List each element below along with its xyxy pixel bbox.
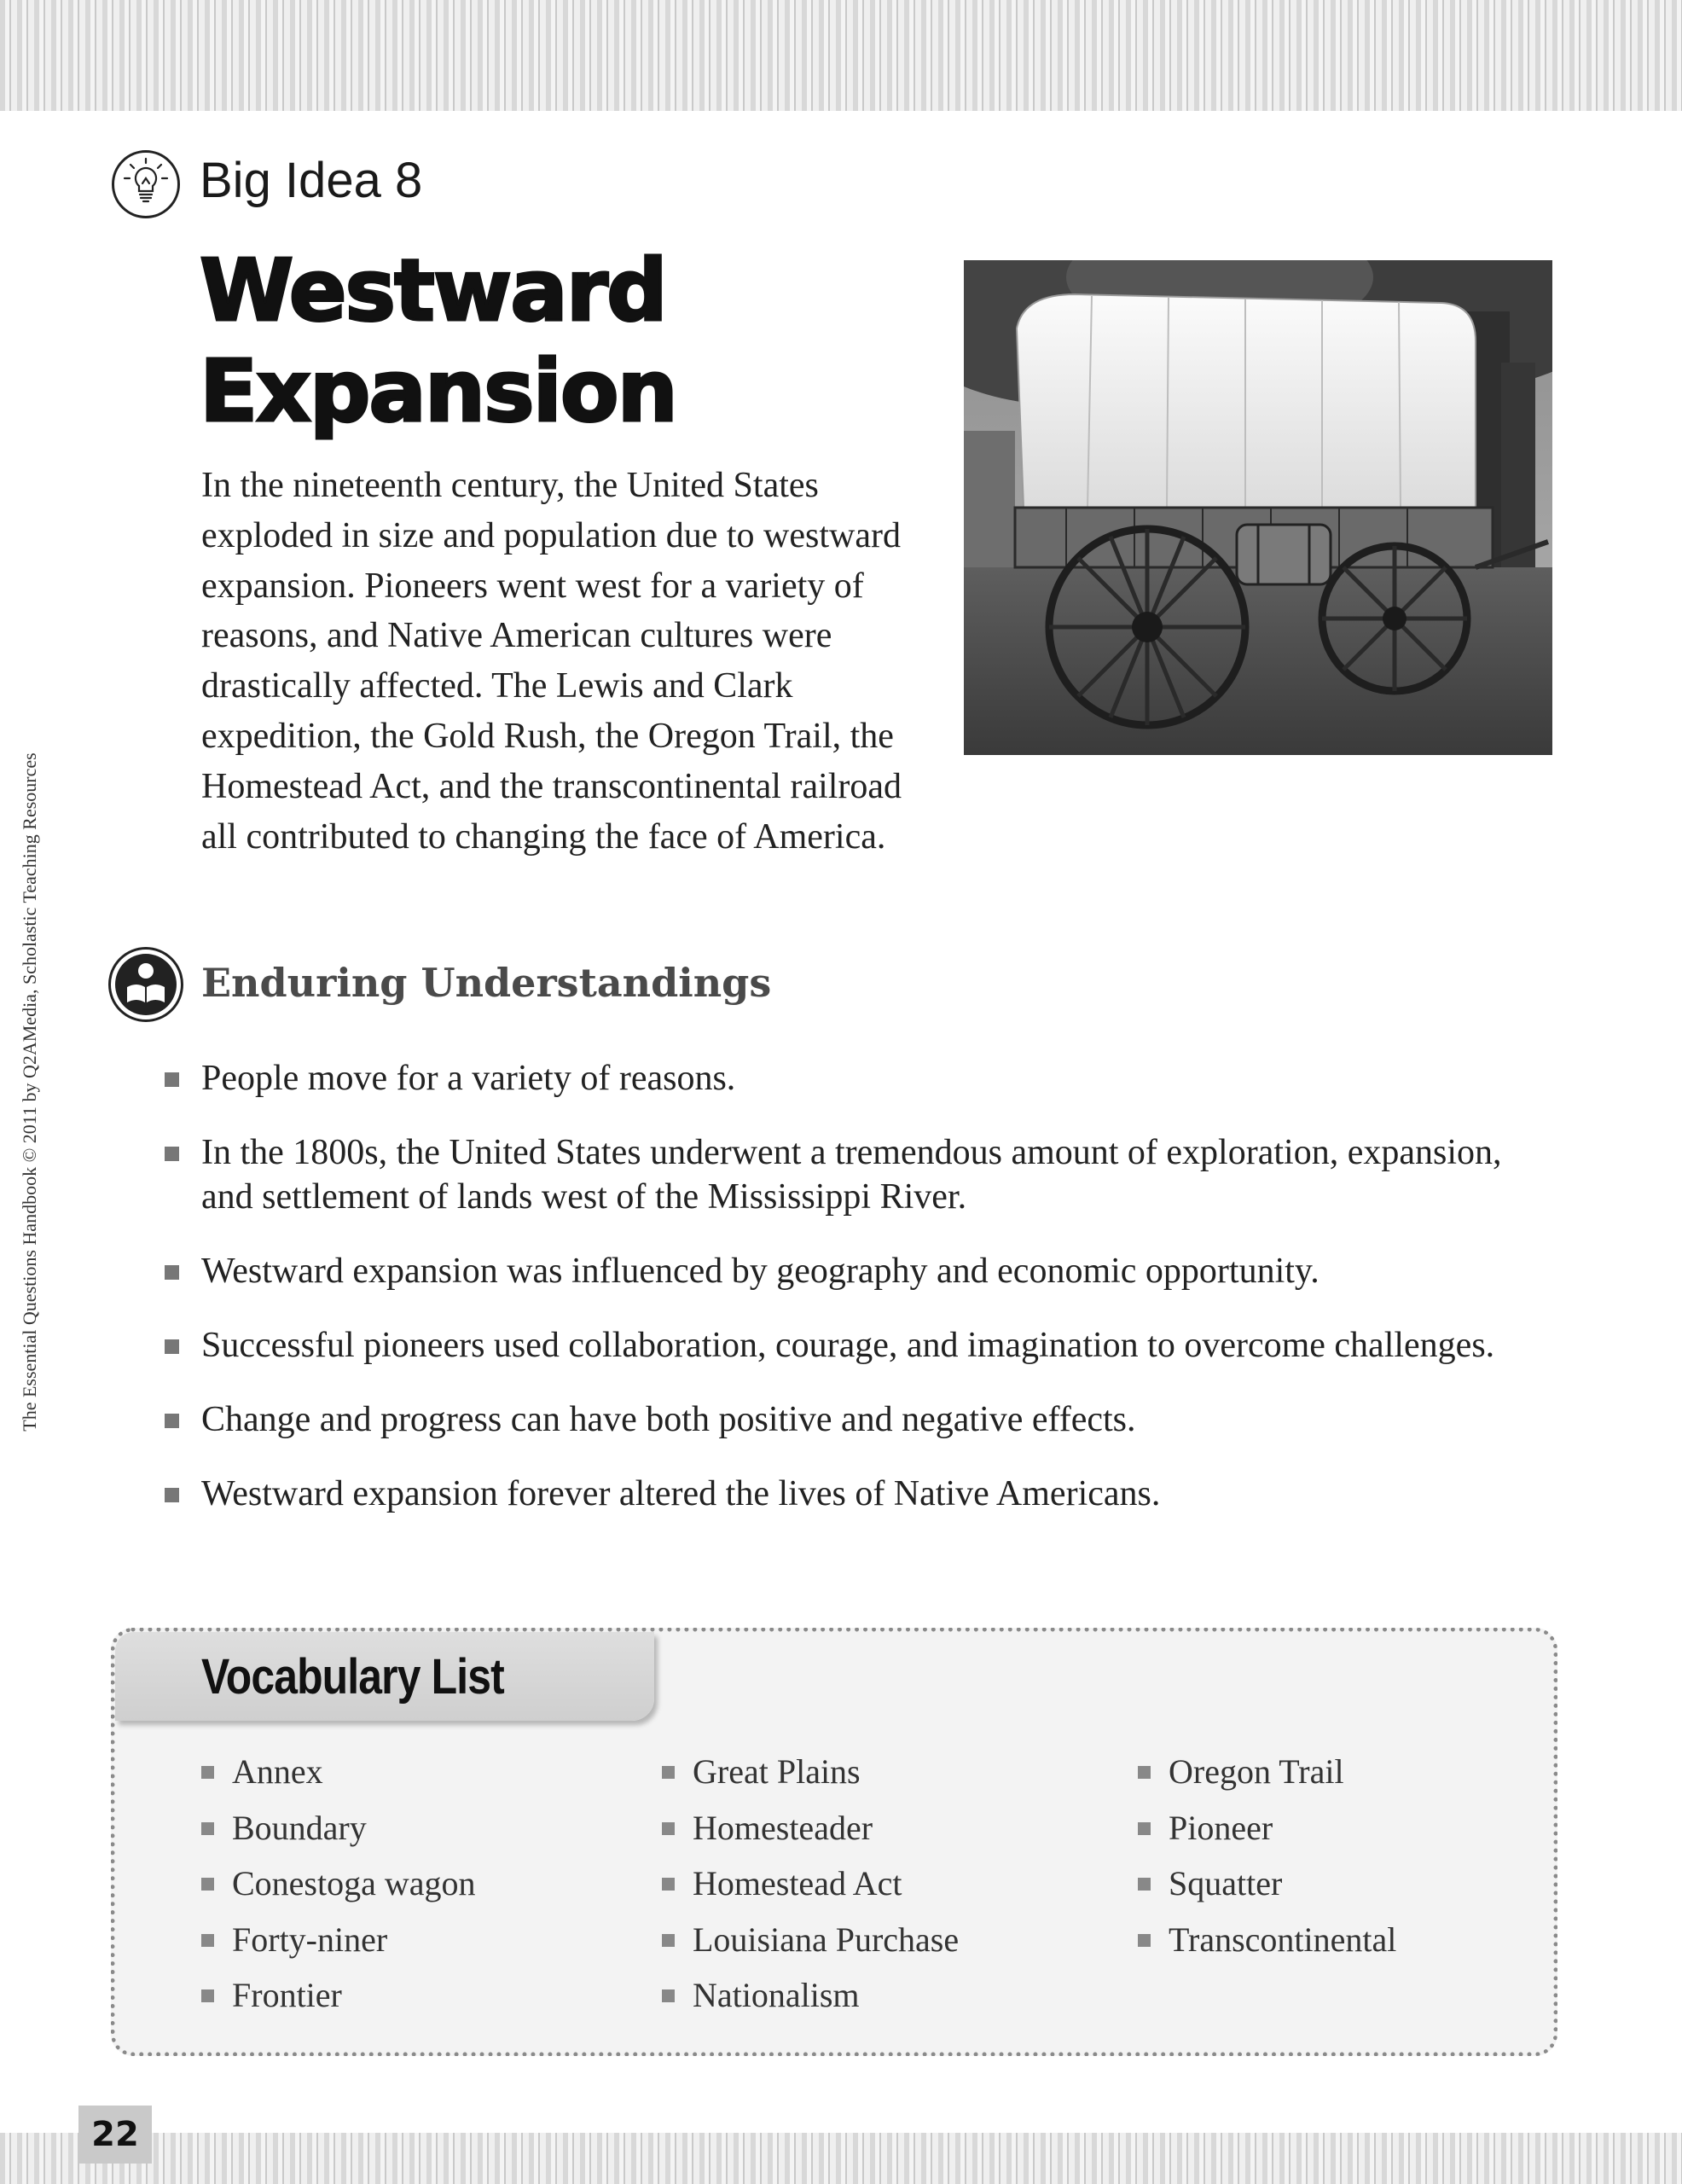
list-item: Change and progress can have both positive and negative effects. <box>162 1397 1544 1442</box>
list-item: Westward expansion was influenced by geography and economic opportunity. <box>162 1249 1544 1293</box>
vocabulary-term: Transcontinental <box>1138 1919 1396 1975</box>
vocabulary-term: Oregon Trail <box>1138 1751 1396 1807</box>
covered-wagon-photo <box>964 260 1552 755</box>
list-item: In the 1800s, the United States underwent a tremendous amount of exploration, expansion, and settlement of lands west of the Mississippi River. <box>162 1130 1544 1219</box>
page-title-line-2: Expansion <box>200 341 676 441</box>
vocabulary-column-2 <box>662 1751 959 2030</box>
intro-paragraph: In the nineteenth century, the United States exploded in size and population due to westward expansion. Pioneers went west for a variety of reasons, and Native American cultures were drastically affected. The Lewis and Clark expedition, the Gold Rush, the Oregon Trail, the Homestead Act, and the transcontinental railroad all contributed to changing the face of America. <box>201 466 902 857</box>
vocabulary-term: Louisiana Purchase <box>662 1919 959 1975</box>
reader-icon <box>108 947 183 1022</box>
vocabulary-term: Squatter <box>1138 1862 1396 1919</box>
vocabulary-term: Homestead Act <box>662 1862 959 1919</box>
list-item: People move for a variety of reasons. <box>162 1056 1544 1101</box>
enduring-understandings-list <box>162 1056 1544 1546</box>
enduring-understandings-heading: Enduring Understandings <box>201 960 772 1006</box>
vocabulary-term: Annex <box>201 1751 476 1807</box>
page-title <box>200 241 676 442</box>
page-number: 22 <box>78 2106 152 2164</box>
page-title-line-1: Westward <box>200 241 666 340</box>
side-credit: The Essential Questions Handbook © 2011 by Q2AMedia, Scholastic Teaching Resources <box>19 752 40 1432</box>
list-item: Successful pioneers used collaboration, courage, and imagination to overcome challenges. <box>162 1323 1544 1368</box>
vocabulary-title: Vocabulary List <box>201 1649 504 1705</box>
vocabulary-term: Boundary <box>201 1807 476 1863</box>
vocabulary-term: Conestoga wagon <box>201 1862 476 1919</box>
list-item: Westward expansion forever altered the lives of Native Americans. <box>162 1472 1544 1516</box>
vocabulary-term: Homesteader <box>662 1807 959 1863</box>
vocabulary-term: Nationalism <box>662 1974 959 2030</box>
vocabulary-term: Great Plains <box>662 1751 959 1807</box>
top-stripe-band <box>0 0 1682 111</box>
vocabulary-term: Frontier <box>201 1974 476 2030</box>
bottom-stripe-band <box>0 2133 1682 2184</box>
lightbulb-icon <box>112 150 180 218</box>
big-idea-label: Big Idea 8 <box>200 153 423 208</box>
vocabulary-term: Forty-niner <box>201 1919 476 1975</box>
vocabulary-term: Pioneer <box>1138 1807 1396 1863</box>
vocabulary-column-1 <box>201 1751 476 2030</box>
vocabulary-column-3 <box>1138 1751 1396 1974</box>
